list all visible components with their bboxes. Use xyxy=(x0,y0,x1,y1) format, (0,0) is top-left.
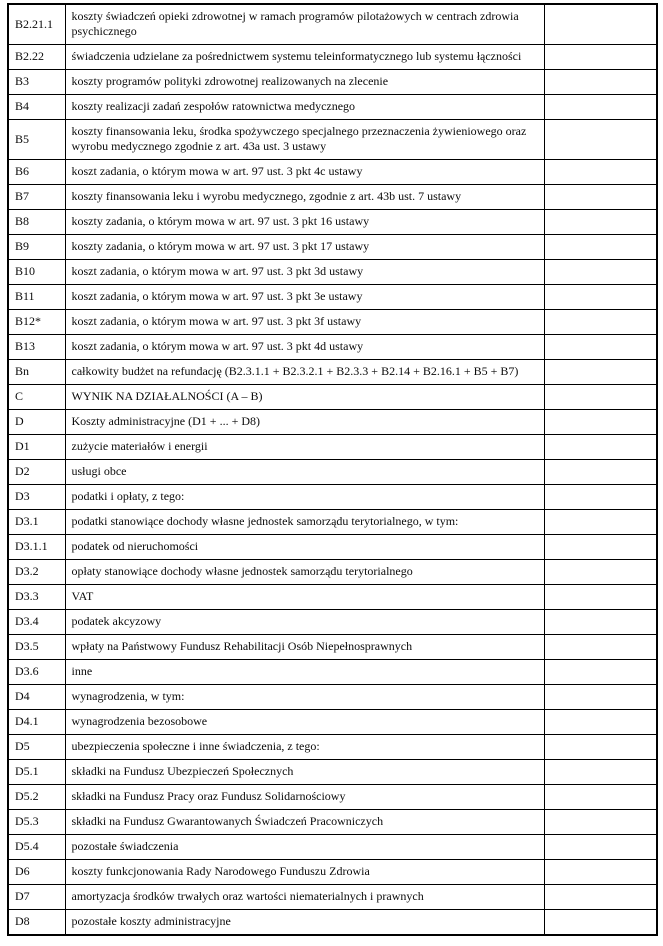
row-code: D5.3 xyxy=(8,810,65,835)
row-value xyxy=(544,4,657,45)
row-code: B2.22 xyxy=(8,45,65,70)
row-code: D5.4 xyxy=(8,835,65,860)
row-description: świadczenia udzielane za pośrednictwem systemu teleinformatycznego lub systemu łączności xyxy=(65,45,544,70)
table-row xyxy=(8,660,657,685)
row-code: D6 xyxy=(8,860,65,885)
row-description: koszty świadczeń opieki zdrowotnej w ramach programów pilotażowych w centrach zdrowia psychicznego xyxy=(65,4,544,45)
row-description: składki na Fundusz Gwarantowanych Świadczeń Pracowniczych xyxy=(65,810,544,835)
row-description: podatek akcyzowy xyxy=(65,610,544,635)
row-value xyxy=(544,660,657,685)
row-code: D4.1 xyxy=(8,710,65,735)
row-value xyxy=(544,185,657,210)
row-code: D xyxy=(8,410,65,435)
row-description: koszty zadania, o którym mowa w art. 97 ust. 3 pkt 16 ustawy xyxy=(65,210,544,235)
row-value xyxy=(544,460,657,485)
row-value xyxy=(544,45,657,70)
row-value xyxy=(544,860,657,885)
table-row xyxy=(8,760,657,785)
row-code: D3.1.1 xyxy=(8,535,65,560)
row-description: usługi obce xyxy=(65,460,544,485)
table-row xyxy=(8,360,657,385)
row-value xyxy=(544,385,657,410)
table-row xyxy=(8,860,657,885)
row-code: D5.2 xyxy=(8,785,65,810)
row-code: D3.6 xyxy=(8,660,65,685)
row-description: koszt zadania, o którym mowa w art. 97 ust. 3 pkt 3e ustawy xyxy=(65,285,544,310)
row-value xyxy=(544,235,657,260)
row-value xyxy=(544,435,657,460)
row-description: pozostałe świadczenia xyxy=(65,835,544,860)
row-value xyxy=(544,335,657,360)
row-description: wynagrodzenia, w tym: xyxy=(65,685,544,710)
row-value xyxy=(544,160,657,185)
row-description: koszty realizacji zadań zespołów ratownictwa medycznego xyxy=(65,95,544,120)
row-value xyxy=(544,735,657,760)
table-row xyxy=(8,120,657,160)
table-row xyxy=(8,735,657,760)
row-code: B5 xyxy=(8,120,65,160)
row-value xyxy=(544,310,657,335)
row-value xyxy=(544,70,657,95)
table-row xyxy=(8,885,657,910)
table-row xyxy=(8,785,657,810)
table-row xyxy=(8,535,657,560)
table-row xyxy=(8,260,657,285)
row-code: D4 xyxy=(8,685,65,710)
row-code: D2 xyxy=(8,460,65,485)
row-description: wpłaty na Państwowy Fundusz Rehabilitacji Osób Niepełnosprawnych xyxy=(65,635,544,660)
row-value xyxy=(544,120,657,160)
row-code: B8 xyxy=(8,210,65,235)
table-row xyxy=(8,235,657,260)
table-row xyxy=(8,45,657,70)
table-row xyxy=(8,70,657,95)
table-row xyxy=(8,685,657,710)
row-description: opłaty stanowiące dochody własne jednostek samorządu terytorialnego xyxy=(65,560,544,585)
table-row xyxy=(8,285,657,310)
table-row xyxy=(8,460,657,485)
row-code: C xyxy=(8,385,65,410)
row-value xyxy=(544,410,657,435)
table-row xyxy=(8,4,657,45)
row-description: koszt zadania, o którym mowa w art. 97 ust. 3 pkt 4c ustawy xyxy=(65,160,544,185)
table-row xyxy=(8,810,657,835)
row-description: koszt zadania, o którym mowa w art. 97 ust. 3 pkt 3f ustawy xyxy=(65,310,544,335)
budget-table xyxy=(7,3,658,936)
row-code: B10 xyxy=(8,260,65,285)
row-description: wynagrodzenia bezosobowe xyxy=(65,710,544,735)
row-description: podatek od nieruchomości xyxy=(65,535,544,560)
row-description: składki na Fundusz Pracy oraz Fundusz Solidarnościowy xyxy=(65,785,544,810)
row-code: D5 xyxy=(8,735,65,760)
table-row xyxy=(8,585,657,610)
row-code: D3 xyxy=(8,485,65,510)
row-description: koszt zadania, o którym mowa w art. 97 ust. 3 pkt 4d ustawy xyxy=(65,335,544,360)
row-value xyxy=(544,285,657,310)
row-code: D5.1 xyxy=(8,760,65,785)
row-description: koszty finansowania leku, środka spożywczego specjalnego przeznaczenia żywieniowego oraz wyrobu medycznego zgodnie z art. 43a ust. 3 ustawy xyxy=(65,120,544,160)
row-value xyxy=(544,210,657,235)
row-value xyxy=(544,610,657,635)
row-value xyxy=(544,785,657,810)
table-row xyxy=(8,335,657,360)
row-value xyxy=(544,260,657,285)
row-code: D3.4 xyxy=(8,610,65,635)
row-code: B7 xyxy=(8,185,65,210)
budget-table-body xyxy=(8,4,657,935)
row-value xyxy=(544,910,657,936)
row-value xyxy=(544,95,657,120)
row-description: składki na Fundusz Ubezpieczeń Społecznych xyxy=(65,760,544,785)
row-value xyxy=(544,710,657,735)
row-code: Bn xyxy=(8,360,65,385)
row-description: koszty finansowania leku i wyrobu medycznego, zgodnie z art. 43b ust. 7 ustawy xyxy=(65,185,544,210)
row-description: koszty zadania, o którym mowa w art. 97 ust. 3 pkt 17 ustawy xyxy=(65,235,544,260)
table-row xyxy=(8,160,657,185)
row-description: VAT xyxy=(65,585,544,610)
row-description: amortyzacja środków trwałych oraz wartości niematerialnych i prawnych xyxy=(65,885,544,910)
table-row xyxy=(8,435,657,460)
row-value xyxy=(544,835,657,860)
row-description: WYNIK NA DZIAŁALNOŚCI (A – B) xyxy=(65,385,544,410)
row-description: całkowity budżet na refundację (B2.3.1.1 + B2.3.2.1 + B2.3.3 + B2.14 + B2.16.1 + B5 + B7) xyxy=(65,360,544,385)
row-description: Koszty administracyjne (D1 + ... + D8) xyxy=(65,410,544,435)
row-code: B4 xyxy=(8,95,65,120)
row-code: B6 xyxy=(8,160,65,185)
table-row xyxy=(8,910,657,936)
table-row xyxy=(8,210,657,235)
row-description: koszty programów polityki zdrowotnej realizowanych na zlecenie xyxy=(65,70,544,95)
row-description: koszt zadania, o którym mowa w art. 97 ust. 3 pkt 3d ustawy xyxy=(65,260,544,285)
row-code: B2.21.1 xyxy=(8,4,65,45)
row-description: podatki i opłaty, z tego: xyxy=(65,485,544,510)
row-code: D8 xyxy=(8,910,65,936)
row-code: D1 xyxy=(8,435,65,460)
table-row xyxy=(8,835,657,860)
row-code: B11 xyxy=(8,285,65,310)
table-row xyxy=(8,710,657,735)
row-code: B13 xyxy=(8,335,65,360)
row-value xyxy=(544,810,657,835)
row-code: D3.1 xyxy=(8,510,65,535)
row-value xyxy=(544,360,657,385)
row-description: zużycie materiałów i energii xyxy=(65,435,544,460)
row-value xyxy=(544,485,657,510)
row-code: D3.5 xyxy=(8,635,65,660)
table-row xyxy=(8,485,657,510)
table-row xyxy=(8,610,657,635)
row-value xyxy=(544,585,657,610)
table-row xyxy=(8,385,657,410)
table-row xyxy=(8,510,657,535)
row-code: B12* xyxy=(8,310,65,335)
row-code: D7 xyxy=(8,885,65,910)
row-description: ubezpieczenia społeczne i inne świadczenia, z tego: xyxy=(65,735,544,760)
row-description: koszty funkcjonowania Rady Narodowego Funduszu Zdrowia xyxy=(65,860,544,885)
row-code: B9 xyxy=(8,235,65,260)
row-value xyxy=(544,885,657,910)
row-code: D3.3 xyxy=(8,585,65,610)
row-description: inne xyxy=(65,660,544,685)
table-row xyxy=(8,635,657,660)
row-value xyxy=(544,510,657,535)
table-row xyxy=(8,560,657,585)
table-row xyxy=(8,95,657,120)
row-value xyxy=(544,685,657,710)
table-row xyxy=(8,310,657,335)
table-row xyxy=(8,410,657,435)
row-description: podatki stanowiące dochody własne jednostek samorządu terytorialnego, w tym: xyxy=(65,510,544,535)
row-code: D3.2 xyxy=(8,560,65,585)
row-value xyxy=(544,535,657,560)
row-value xyxy=(544,635,657,660)
row-description: pozostałe koszty administracyjne xyxy=(65,910,544,936)
row-value xyxy=(544,560,657,585)
table-row xyxy=(8,185,657,210)
row-value xyxy=(544,760,657,785)
row-code: B3 xyxy=(8,70,65,95)
